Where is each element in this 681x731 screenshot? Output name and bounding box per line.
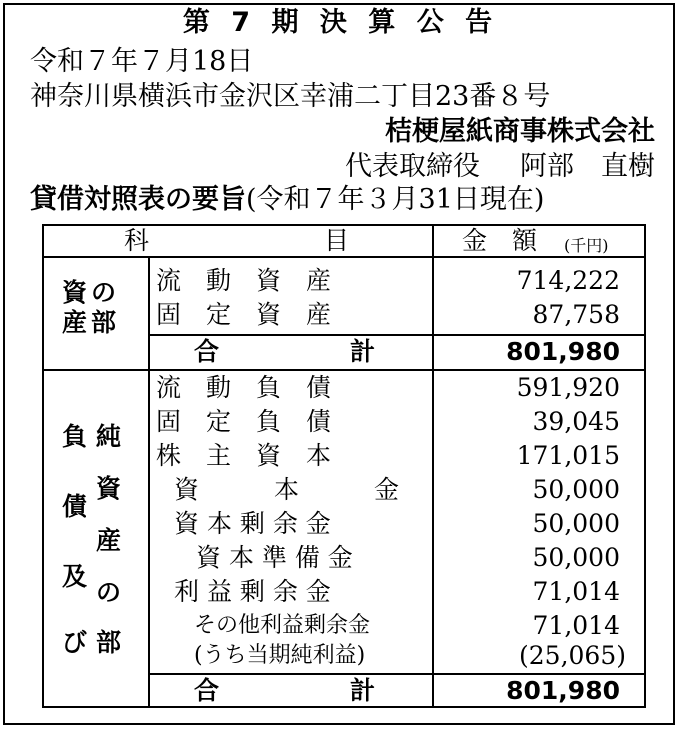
liab-row-value: 50,000 — [532, 475, 620, 504]
notice-date: 令和７年７月18日 — [30, 46, 254, 77]
company-address: 神奈川県横浜市金沢区幸浦二丁目23番８号 — [30, 81, 551, 112]
liab-row-label: 資 本 剰 余 金 — [174, 509, 331, 538]
header-line — [44, 256, 644, 258]
asset-row-label: 固 定 資 産 — [156, 300, 332, 329]
equity-label: の — [96, 578, 122, 607]
asset-row-label: 流 動 資 産 — [156, 266, 332, 295]
equity-label: 資 — [96, 474, 122, 503]
equity-label: 純 — [96, 422, 122, 451]
liab-label: 負 — [62, 422, 88, 451]
liab-row-value: 591,920 — [516, 373, 620, 402]
assets-total-label-2: 計 — [350, 337, 376, 366]
asset-row-value: 87,758 — [532, 300, 620, 329]
assets-end-line — [44, 369, 644, 371]
company-name: 桔梗屋紙商事株式会社 — [385, 116, 655, 147]
liab-row-label: その他利益剰余金 — [194, 613, 371, 638]
assets-label-1: 資の — [62, 278, 121, 307]
liab-row-label: (うち当期純利益) — [194, 643, 366, 668]
assets-label-2: 産部 — [62, 308, 121, 337]
section-divider — [148, 256, 150, 706]
liab-row-value: 50,000 — [532, 543, 620, 572]
balance-sheet-caption — [30, 185, 681, 215]
assets-total-value: 801,980 — [506, 337, 620, 366]
liab-row-label: 資 本 金 — [174, 475, 400, 504]
liab-row-value: 71,014 — [532, 611, 620, 640]
col-subject-2: 目 — [324, 226, 350, 255]
liab-row-value: (25,065) — [519, 641, 626, 670]
liab-row-label: 資 本 準 備 金 — [196, 543, 353, 572]
amount-divider — [432, 226, 434, 706]
balance-sheet-table — [42, 224, 646, 708]
caption-text: 貸借対照表の要旨 — [30, 184, 246, 215]
liab-row-label: 利 益 剰 余 金 — [174, 577, 331, 606]
equity-label: 部 — [96, 628, 122, 657]
col-subject-1: 科 — [124, 226, 150, 255]
liab-row-label: 流 動 負 債 — [156, 373, 332, 402]
col-unit: (千円) — [564, 236, 609, 255]
liab-row-label: 株 主 資 本 — [156, 441, 332, 470]
representative — [0, 152, 655, 182]
liab-row-value: 50,000 — [532, 509, 620, 538]
liab-row-label: 固 定 負 債 — [156, 407, 332, 436]
asset-row-value: 714,222 — [516, 266, 620, 295]
assets-total-line — [148, 334, 644, 336]
liab-label: び — [62, 628, 88, 657]
rep-name: 阿部 直樹 — [520, 151, 655, 182]
liab-label: 及 — [62, 562, 88, 591]
liab-row-value: 171,015 — [516, 441, 620, 470]
liab-total-label-2: 計 — [350, 676, 376, 705]
col-amount: 金 額 — [462, 226, 538, 255]
equity-label: 産 — [96, 526, 122, 555]
liab-total-line — [148, 673, 644, 675]
assets-total-label-1: 合 — [194, 337, 220, 366]
caption-date: (令和７年３月31日現在) — [246, 184, 545, 215]
notice-title: 第 7 期 決 算 公 告 — [182, 7, 499, 38]
liab-total-value: 801,980 — [506, 676, 620, 705]
liab-total-label-1: 合 — [194, 676, 220, 705]
liab-label: 債 — [62, 492, 88, 521]
liab-row-value: 39,045 — [532, 407, 620, 436]
liab-row-value: 71,014 — [532, 577, 620, 606]
rep-title: 代表取締役 — [345, 151, 480, 182]
